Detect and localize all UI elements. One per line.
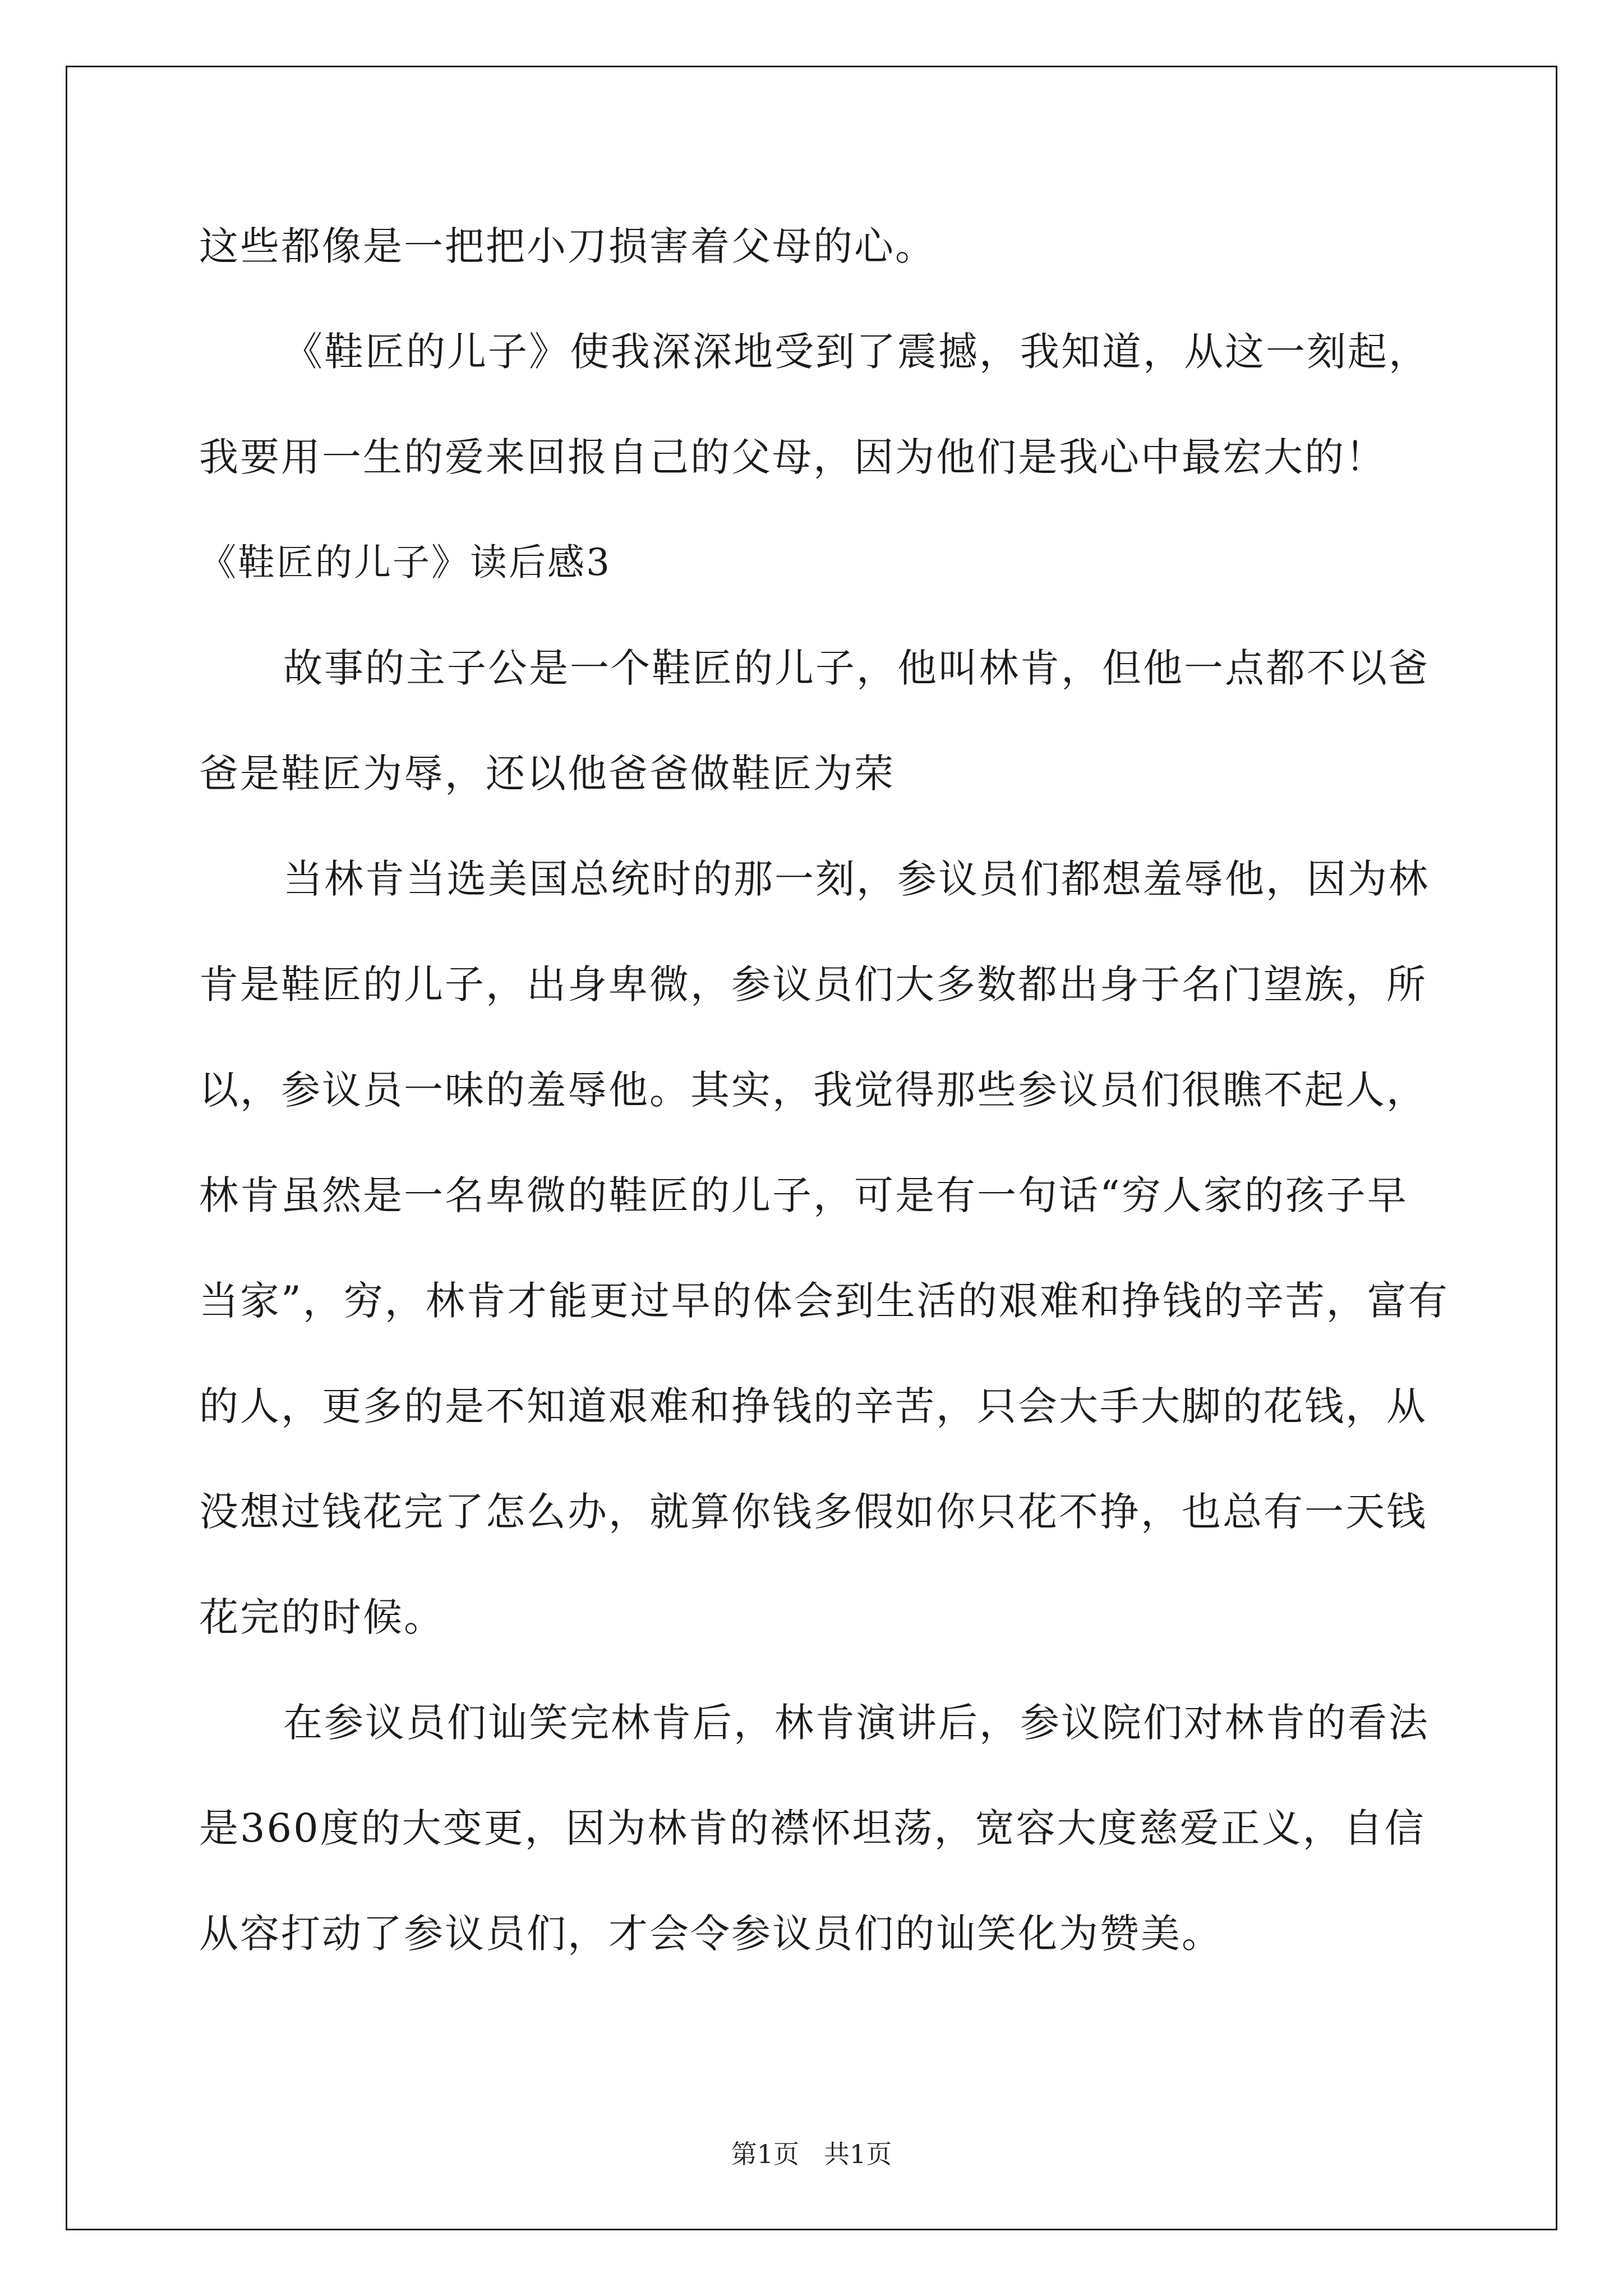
text-line: 爸是鞋匠为辱，还以他爸爸做鞋匠为荣: [199, 751, 895, 797]
text-line: 林肯虽然是一名卑微的鞋匠的儿子，可是有一句话“穷人家的孩子早: [199, 1172, 1408, 1218]
heading-text: 《鞋匠的儿子》读后感3: [199, 541, 611, 584]
page-number-current: 第1页: [731, 2139, 799, 2169]
paragraph: [199, 1670, 1455, 1986]
paragraph: [199, 826, 1455, 1670]
text-line: 在参议员们讪笑完林肯后，林肯演讲后，参议院们对林肯的看法: [283, 1700, 1430, 1746]
text-line: 肯是鞋匠的儿子，出身卑微，参议员们大多数都出身于名门望族，所: [199, 961, 1427, 1007]
text-line: 的人，更多的是不知道艰难和挣钱的辛苦，只会大手大脚的花钱，从: [199, 1383, 1427, 1429]
paragraph: [199, 194, 1455, 299]
text-line: 《鞋匠的儿子》使我深深地受到了震撼，我知道，从这一刻起，: [283, 329, 1430, 375]
text-line: 花完的时候。: [199, 1594, 445, 1640]
paragraph: [199, 615, 1455, 826]
text-line: 以，参议员一味的羞辱他。其实，我觉得那些参议员们很瞧不起人，: [199, 1067, 1427, 1113]
text-line: 当林肯当选美国总统时的那一刻，参议员们都想羞辱他，因为林: [283, 856, 1430, 902]
paragraph: [199, 299, 1455, 510]
text-line: 是360度的大变更，因为林肯的襟怀坦荡，宽容大度慈爱正义，自信: [199, 1805, 1426, 1851]
page-number-total: 共1页: [824, 2139, 892, 2169]
section-heading: [199, 510, 1455, 615]
document-body: [199, 194, 1455, 1986]
text-line: 当家”，穷，林肯才能更过早的体会到生活的艰难和挣钱的辛苦，富有: [199, 1278, 1449, 1324]
page-footer: [0, 2137, 1623, 2171]
text-line: 这些都像是一把把小刀损害着父母的心。: [199, 223, 936, 269]
text-line: 故事的主子公是一个鞋匠的儿子，他叫林肯，但他一点都不以爸: [283, 645, 1430, 691]
text-line: 从容打动了参议员们，才会令参议员们的讪笑化为赞美。: [199, 1911, 1223, 1957]
text-line: 没想过钱花完了怎么办，就算你钱多假如你只花不挣，也总有一天钱: [199, 1489, 1427, 1535]
text-line: 我要用一生的爱来回报自己的父母，因为他们是我心中最宏大的！: [199, 434, 1386, 480]
